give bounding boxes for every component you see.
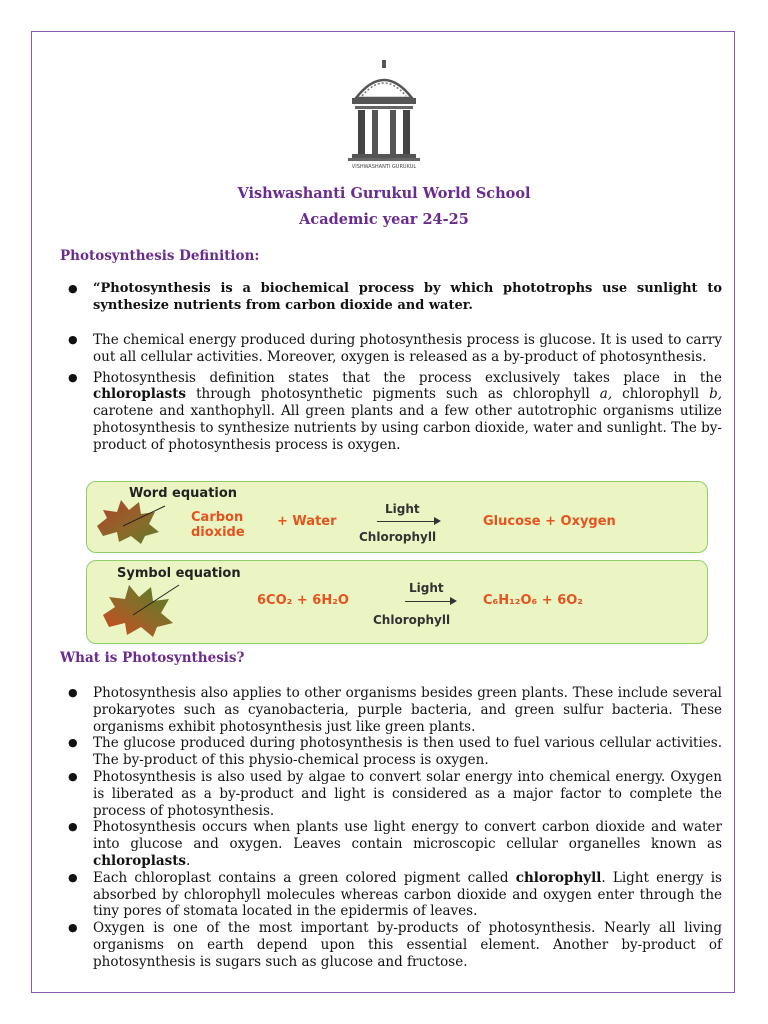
leaf-icon [93,496,169,546]
reactants: 6CO₂ + 6H₂O [257,593,349,608]
symbol-equation-box [86,560,708,644]
list-item: ● The glucose produced during photosynthesis is then used to fuel various cellular activities. The by-product of this physio-chemical process is oxygen. [60,735,722,769]
school-logo-icon [338,56,430,176]
reaction-arrow [405,601,455,602]
word-equation-title: Word equation [129,486,238,501]
what-is-heading: What is Photosynthesis? [60,650,245,666]
condition-chlorophyll: Chlorophyll [373,613,451,627]
condition-light: Light [385,502,420,516]
condition-chlorophyll: Chlorophyll [359,530,437,544]
symbol-equation-title: Symbol equation [117,566,241,581]
list-item: ● Oxygen is one of the most important by-products of photosynthesis. Nearly all living organisms on earth depend upon this essential element. Another by-product of photosynthesis is sugars such as glucose and fructose. [60,920,722,970]
list-item: ● Each chloroplast contains a green colored pigment called chlorophyll. Light energy is absorbed by chlorophyll molecules whereas carbon dioxide and oxygen enter through the tiny pores of stomata located in the epidermis of leaves. [60,870,722,920]
products: C₆H₁₂O₆ + 6O₂ [483,593,583,608]
reactant-carbon: Carbon [191,510,244,525]
definition-heading: Photosynthesis Definition: [60,248,260,264]
school-name: Vishwashanti Gurukul World School [237,185,531,202]
academic-year: Academic year 24-25 [299,211,469,228]
products: Glucose + Oxygen [483,514,616,529]
list-item: ● The chemical energy produced during photosynthesis process is glucose. It is used to carry out all cellular activities. Moreover, oxygen is released as a by-product of photosynthesis. [60,332,722,366]
definition-quote-list [60,281,722,315]
leaf-icon [99,581,183,639]
reaction-arrow [377,521,439,522]
word-equation-box [86,481,708,553]
what-is-bullets [60,685,722,971]
list-item: ● Photosynthesis definition states that the process exclusively takes place in the chloroplasts through photosynthetic pigments such as chlorophyll a, chlorophyll b, carotene and xanthophyll. All green plants and a few other autotrophic organisms utilize photosynthesis to synthesize nutrients by using carbon dioxide, water and sunlight. The by-product of photosynthesis process is oxygen. [60,370,722,454]
reactant-water: + Water [277,514,337,529]
list-item: ● Photosynthesis is also used by algae to convert solar energy into chemical energy. Oxygen is liberated as a by-product and light is considered as a major factor to complete the process of photosynthesis. [60,769,722,819]
reactant-dioxide: dioxide [191,525,245,540]
logo-lettering: VISHWASHANTI GURUKUL [351,164,417,170]
definition-bullets [60,332,722,454]
list-item: ● “Photosynthesis is a biochemical process by which phototrophs use sunlight to synthesize nutrients from carbon dioxide and water. [60,281,722,315]
list-item: ● Photosynthesis occurs when plants use light energy to convert carbon dioxide and water into glucose and oxygen. Leaves contain microscopic cellular organelles known as chloroplasts. [60,819,722,869]
list-item: ● Photosynthesis also applies to other organisms besides green plants. These include several prokaryotes such as cyanobacteria, purple bacteria, and green sulfur bacteria. These organisms exhibit photosynthesis just like green plants. [60,685,722,735]
condition-light: Light [409,581,444,595]
